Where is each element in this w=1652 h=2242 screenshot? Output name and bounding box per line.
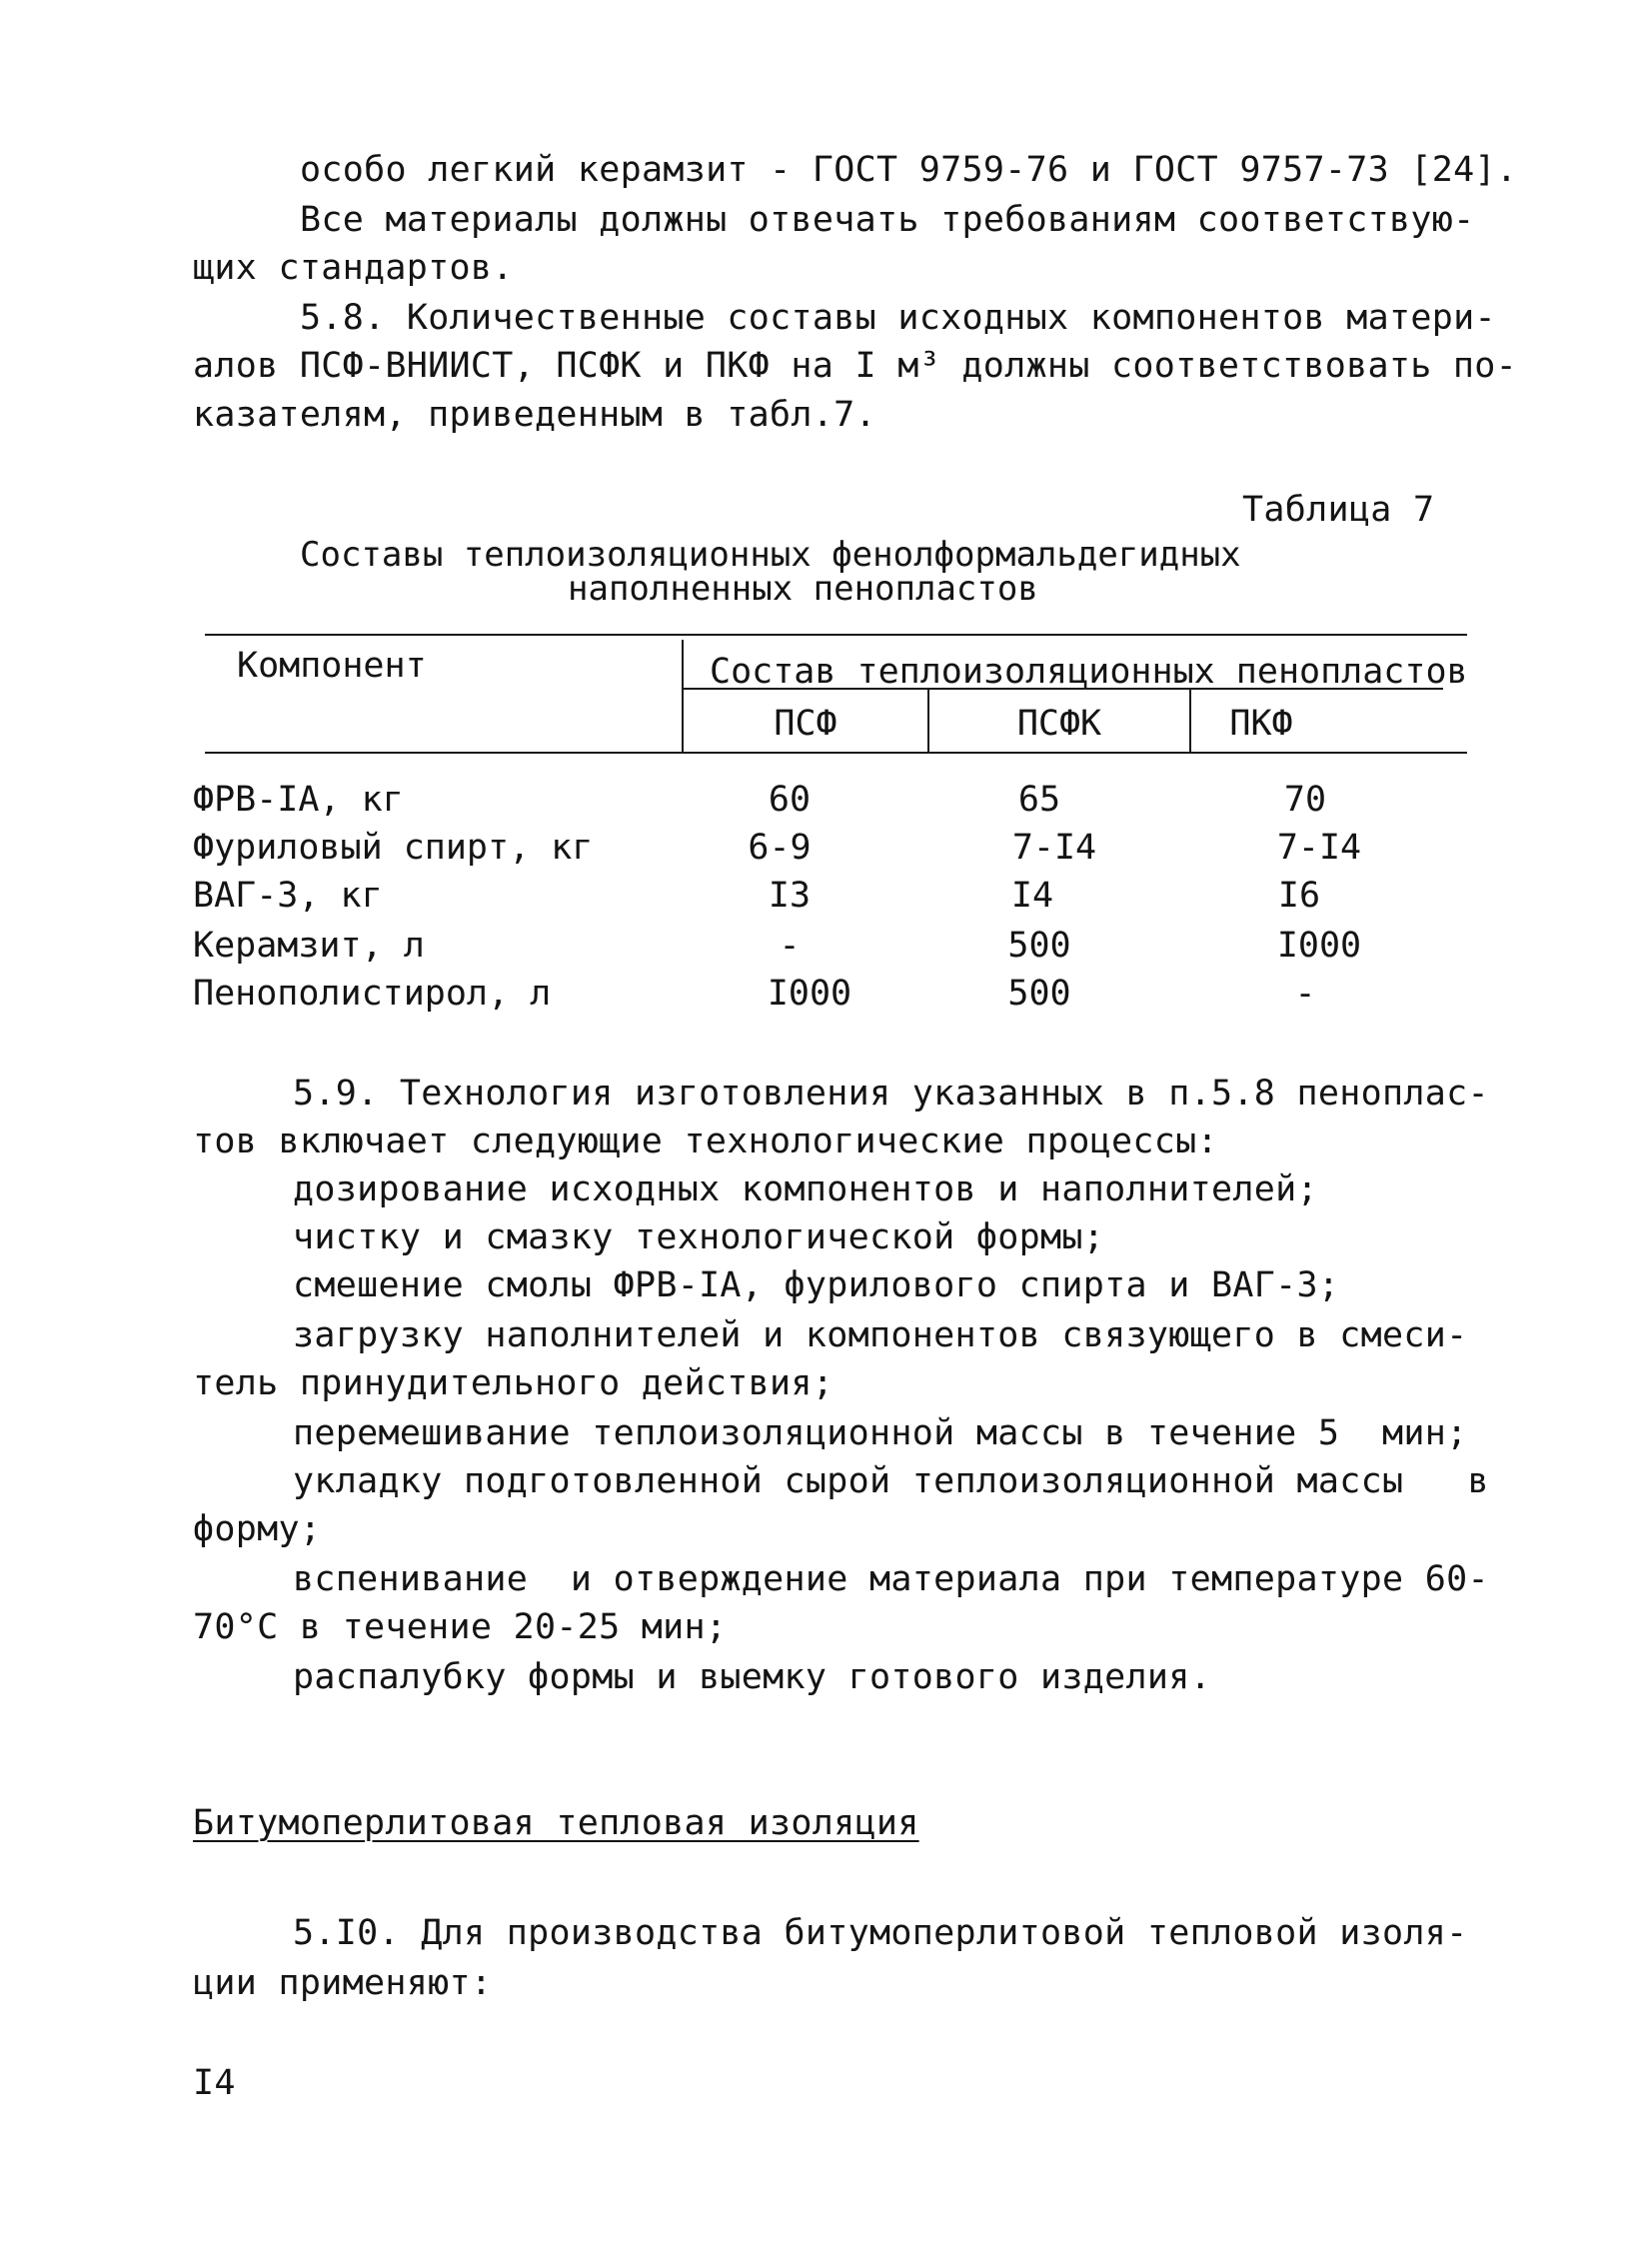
row-value: 60: [768, 780, 812, 820]
text-line: форму;: [193, 1509, 322, 1549]
table-title: Составы теплоизоляционных фенолформальдегидных: [300, 535, 1241, 575]
row-value: I3: [768, 876, 812, 916]
row-value: 500: [1007, 926, 1071, 966]
page-number: I4: [193, 2063, 236, 2103]
text-line: особо легкий керамзит - ГОСТ 9759-76 и ГОСТ 9757-73 [24].: [300, 150, 1518, 190]
row-value: 65: [1017, 780, 1061, 820]
text-line: вспенивание и отверждение материала при температуре 60-: [293, 1559, 1489, 1599]
table-header-group: Состав теплоизоляционных пенопластов: [710, 652, 1468, 692]
text-line: дозирование исходных компонентов и наполнителей;: [293, 1169, 1318, 1209]
row-value: 500: [1007, 974, 1071, 1014]
table-header-rule: [205, 752, 1467, 754]
text-line: тель принудительного действия;: [193, 1363, 834, 1403]
row-value: I000: [1276, 926, 1362, 966]
section-heading: Битумоперлитовая тепловая изоляция: [193, 1803, 919, 1843]
row-name: ВАГ-3, кг: [193, 876, 383, 916]
text-line: распалубку формы и выемку готового изделия.: [293, 1657, 1211, 1697]
text-line: укладку подготовленной сырой теплоизоляционной массы в: [293, 1461, 1489, 1501]
table-title: наполненных пенопластов: [568, 569, 1038, 609]
text-line: смешение смолы ФРВ-IА, фурилового спирта и ВАГ-3;: [293, 1265, 1340, 1305]
text-line: загрузку наполнителей и компонентов связующего в смеси-: [293, 1315, 1468, 1355]
row-name: ФРВ-IА, кг: [193, 780, 404, 820]
text-line: Все материалы должны отвечать требованиям соответствую-: [300, 200, 1475, 240]
row-value: -: [779, 926, 801, 966]
text-line: алов ПСФ-ВНИИСТ, ПСФК и ПКФ на I м³ должны соответствовать по-: [193, 346, 1518, 386]
text-line: перемешивание теплоизоляционной массы в течение 5 мин;: [293, 1413, 1468, 1453]
table-number: Таблица 7: [1242, 490, 1435, 530]
row-value: 7-I4: [1011, 828, 1097, 868]
text-line: 70°С в течение 20-25 мин;: [193, 1607, 728, 1647]
text-line: 5.9. Технология изготовления указанных в п.5.8 пеноплас-: [293, 1074, 1489, 1114]
text-line: ции применяют:: [193, 1963, 493, 2003]
table-header-component: Компонент: [237, 646, 427, 686]
table-column-header: ПКФ: [1229, 704, 1293, 744]
text-line: 5.8. Количественные составы исходных компонентов матери-: [300, 298, 1496, 338]
table-column-header: ПСФ: [774, 704, 837, 744]
text-line: чистку и смазку технологической формы;: [293, 1217, 1105, 1257]
table-top-rule: [205, 634, 1467, 636]
table-column-header: ПСФК: [1016, 704, 1102, 744]
text-line: 5.I0. Для производства битумоперлитовой тепловой изоля-: [293, 1913, 1468, 1953]
row-value: I000: [767, 974, 852, 1014]
row-name: Фуриловый спирт, кг: [193, 828, 594, 868]
row-name: Пенополистирол, л: [193, 974, 552, 1014]
text-line: казателям, приведенным в табл.7.: [193, 395, 876, 435]
text-line: тов включает следующие технологические процессы:: [193, 1121, 1218, 1161]
text-line: щих стандартов.: [193, 248, 514, 288]
row-value: I4: [1010, 876, 1054, 916]
row-name: Керамзит, л: [193, 926, 425, 966]
row-value: I6: [1277, 876, 1321, 916]
row-value: 70: [1283, 780, 1327, 820]
row-value: 7-I4: [1276, 828, 1362, 868]
row-value: -: [1294, 974, 1316, 1014]
row-value: 6-9: [748, 828, 812, 868]
